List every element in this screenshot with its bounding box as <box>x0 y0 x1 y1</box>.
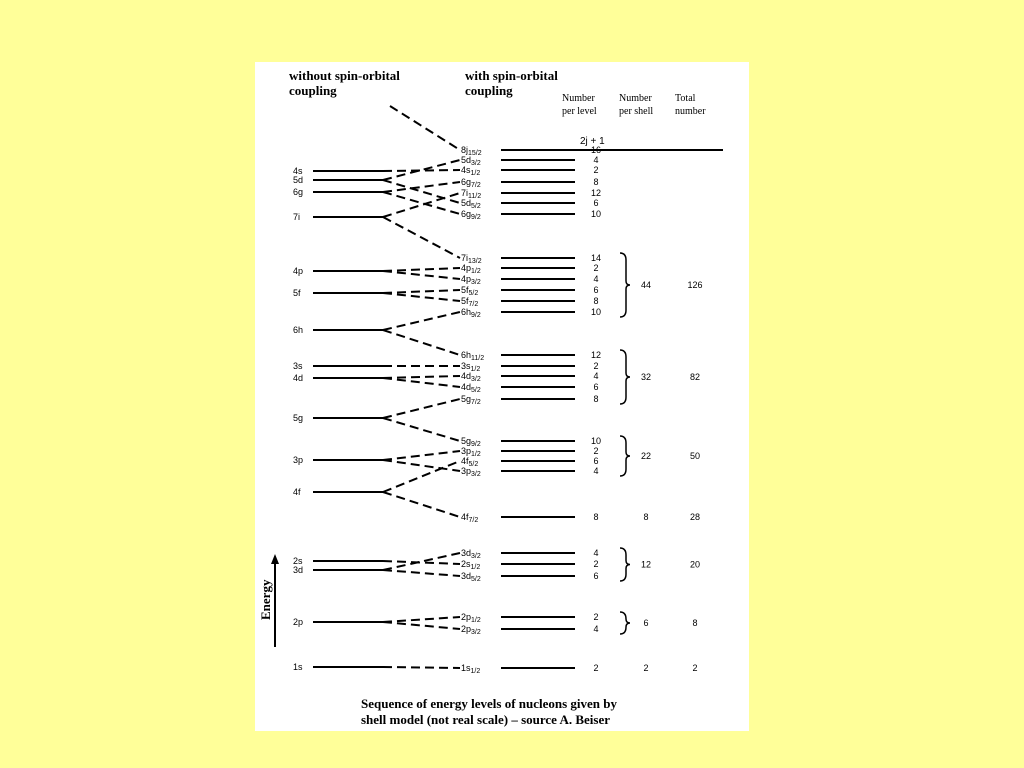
level-label-left-6h: 6h <box>293 325 304 335</box>
splitting-connector <box>383 492 460 517</box>
number-per-level: 6 <box>593 285 599 295</box>
level-label-right-5f: $5f_{7/2}$ <box>461 296 479 308</box>
number-per-shell: 2 <box>643 663 649 673</box>
level-label-right-4d: $4d_{5/2}$ <box>461 382 481 394</box>
splitting-connector <box>383 561 460 564</box>
number-per-level: 4 <box>593 155 599 165</box>
number-per-shell: 32 <box>640 372 652 382</box>
level-label-left-6g: 6g <box>293 187 304 197</box>
number-per-shell: 6 <box>643 618 649 628</box>
splitting-connector <box>383 553 460 570</box>
number-per-level: 4 <box>593 371 599 381</box>
splitting-connector <box>383 192 460 214</box>
energy-level-diagram <box>255 62 749 692</box>
number-per-shell: 44 <box>640 280 652 290</box>
splitting-connector <box>383 570 460 576</box>
header-number-per-level: Number per level <box>562 93 597 117</box>
total-number: 82 <box>689 372 701 382</box>
shell-brace <box>620 253 630 317</box>
splitting-connector <box>383 330 460 355</box>
level-label-right-4d: $4d_{3/2}$ <box>461 371 481 383</box>
splitting-connector <box>383 461 460 492</box>
splitting-connector <box>383 290 460 293</box>
splitting-connector <box>383 193 460 217</box>
number-per-level: 8 <box>593 296 599 306</box>
number-per-level: 10 <box>590 436 602 446</box>
level-label-left-3s: 3s <box>293 361 303 371</box>
number-per-level: 8 <box>593 394 599 404</box>
splitting-connector <box>383 293 460 301</box>
level-label-right-3p: $3p_{3/2}$ <box>461 466 481 478</box>
level-label-left-4d: 4d <box>293 373 304 383</box>
level-label-left-5f: 5f <box>293 288 301 298</box>
splitting-connector <box>383 271 460 279</box>
number-per-level: 2 <box>593 612 599 622</box>
level-label-left-3p: 3p <box>293 455 304 465</box>
level-label-left-2s: 2s <box>293 556 303 566</box>
level-label-right-2p: $2p_{3/2}$ <box>461 624 481 636</box>
header-total-number: Total number <box>675 93 706 117</box>
level-label-right-6g: $6g_{9/2}$ <box>461 209 481 221</box>
level-label-right-4s: $4s_{1/2}$ <box>461 165 481 177</box>
number-per-level: 10 <box>590 307 602 317</box>
total-number: 28 <box>689 512 701 522</box>
number-per-shell: 12 <box>640 559 652 570</box>
diagram-panel <box>255 62 749 731</box>
number-per-level: 6 <box>593 571 599 581</box>
splitting-connector <box>383 378 460 387</box>
number-per-level: 2 <box>593 263 599 273</box>
level-label-left-2p: 2p <box>293 617 304 627</box>
splitting-connector <box>383 160 460 180</box>
header-number-per-shell: Number per shell <box>619 93 654 117</box>
number-per-level: 16 <box>590 145 602 155</box>
number-per-level: 6 <box>593 456 599 466</box>
splitting-connector <box>383 376 460 378</box>
splitting-connector <box>383 622 460 629</box>
number-per-level: 8 <box>593 512 599 522</box>
splitting-connector <box>383 217 460 258</box>
shell-brace <box>620 350 630 404</box>
level-label-left-7i: 7i <box>293 212 301 222</box>
level-label-right-7i: $7i_{11/2}$ <box>461 188 482 200</box>
level-label-right-4f: $4f_{5/2}$ <box>461 456 479 468</box>
total-number: 8 <box>692 618 698 628</box>
total-number: 2 <box>692 663 698 673</box>
number-per-level: 4 <box>593 624 599 634</box>
number-per-level: 4 <box>593 274 599 284</box>
number-per-level: 10 <box>590 209 602 219</box>
shell-brace <box>620 548 630 581</box>
number-per-level: 2 <box>593 663 599 673</box>
level-label-left-3d: 3d <box>293 565 304 575</box>
total-number: 126 <box>687 280 703 290</box>
number-per-level: 2 <box>593 165 599 175</box>
splitting-connector <box>383 180 460 203</box>
level-label-left-4p: 4p <box>293 266 304 276</box>
total-number: 20 <box>689 559 701 570</box>
splitting-connector <box>383 170 460 171</box>
level-label-right-6g: $6g_{7/2}$ <box>461 177 481 189</box>
number-per-level: 12 <box>590 188 602 198</box>
level-label-right-6h: $6h_{9/2}$ <box>461 307 481 319</box>
number-per-level: 2 <box>593 559 599 569</box>
level-label-right-5g: $5g_{7/2}$ <box>461 394 481 406</box>
splitting-connector <box>390 106 460 150</box>
number-per-level: 6 <box>593 382 599 392</box>
splitting-connector <box>383 617 460 622</box>
level-label-right-5d: $5d_{3/2}$ <box>461 155 481 167</box>
splitting-connector <box>383 399 460 418</box>
number-per-level: 2 <box>593 446 599 456</box>
caption: Sequence of energy levels of nucleons given by shell model (not real scale) – source A. Beiser <box>361 696 618 727</box>
level-label-right-4p: $4p_{1/2}$ <box>461 263 481 275</box>
level-label-right-8j: $8j_{15/2}$ <box>461 145 482 157</box>
level-label-right-4p: $4p_{3/2}$ <box>461 274 481 286</box>
level-label-right-2p: $2p_{1/2}$ <box>461 612 481 624</box>
header-without-coupling: without spin-orbital coupling <box>289 68 400 98</box>
energy-axis-arrowhead <box>271 554 279 564</box>
splitting-connector <box>383 451 460 460</box>
splitting-connector <box>383 312 460 330</box>
number-per-level: 2 <box>593 361 599 371</box>
number-per-level: 4 <box>593 548 599 558</box>
splitting-connector <box>383 667 460 668</box>
number-per-level: 12 <box>590 350 602 360</box>
number-per-shell: 8 <box>643 512 649 522</box>
shell-brace <box>620 612 630 634</box>
number-per-level: 8 <box>593 177 599 187</box>
total-number: 50 <box>689 451 701 461</box>
splitting-connector <box>383 418 460 441</box>
level-label-right-6h: $6h_{11/2}$ <box>461 350 485 362</box>
formula-2j-plus-1: 2j + 1 <box>580 136 605 147</box>
level-label-right-5g: $5g_{9/2}$ <box>461 436 481 448</box>
header-with-coupling: with spin-orbital coupling <box>465 68 558 98</box>
level-label-right-5f: $5f_{5/2}$ <box>461 285 479 297</box>
level-label-left-4s: 4s <box>293 166 303 176</box>
number-per-level: 6 <box>593 198 599 208</box>
level-label-right-3s: $3s_{1/2}$ <box>461 361 481 373</box>
level-label-right-3p: $3p_{1/2}$ <box>461 446 481 458</box>
level-label-right-3d: $3d_{5/2}$ <box>461 571 481 583</box>
number-per-shell: 22 <box>640 451 652 461</box>
splitting-connector <box>383 268 460 271</box>
splitting-connector <box>383 182 460 192</box>
number-per-level: 4 <box>593 466 599 476</box>
number-per-level: 14 <box>590 253 602 263</box>
energy-axis-label: Energy <box>258 579 273 620</box>
shell-brace <box>620 436 630 476</box>
level-label-left-5d: 5d <box>293 175 304 185</box>
level-label-right-4f: $4f_{7/2}$ <box>461 512 479 524</box>
level-label-right-5d: $5d_{5/2}$ <box>461 198 481 210</box>
level-label-left-4f: 4f <box>293 487 301 497</box>
level-label-right-2s: $2s_{1/2}$ <box>461 559 481 571</box>
level-label-left-1s: 1s <box>293 662 303 672</box>
level-label-right-3d: $3d_{3/2}$ <box>461 548 481 560</box>
level-label-right-7i: $7i_{13/2}$ <box>461 253 482 265</box>
level-label-left-5g: 5g <box>293 413 304 423</box>
level-label-right-1s: $1s_{1/2}$ <box>461 663 481 675</box>
